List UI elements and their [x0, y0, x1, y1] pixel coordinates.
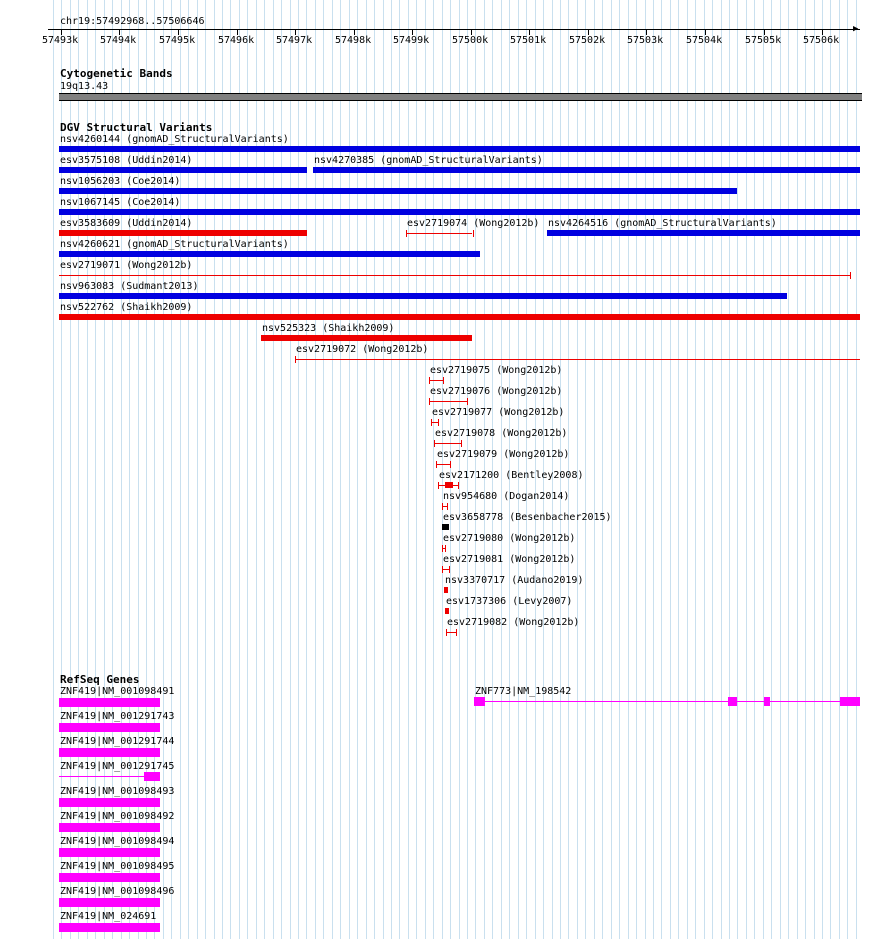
grid-line [771, 0, 772, 939]
variant-bar[interactable] [445, 608, 449, 614]
variant-label: nsv954680 (Dogan2014) [443, 491, 570, 502]
variant-end-tick [447, 503, 448, 510]
grid-line [290, 0, 291, 939]
grid-line [383, 0, 384, 939]
grid-line [315, 0, 316, 939]
gene-exon[interactable] [728, 697, 737, 706]
grid-line [636, 0, 637, 939]
variant-label: esv2719075 (Wong2012b) [430, 365, 563, 376]
variant-label: esv3583609 (Uddin2014) [60, 218, 193, 229]
grid-line [416, 0, 417, 939]
variant-end-tick [446, 629, 447, 636]
ruler-tick-label: 57504k [686, 35, 723, 46]
variant-end-tick [445, 545, 446, 552]
variant-line[interactable] [59, 275, 850, 276]
variant-end-tick [473, 230, 474, 237]
gene-exon[interactable] [59, 723, 160, 732]
ruler-tick-label: 57501k [510, 35, 547, 46]
ruler-tick-label: 57493k [42, 35, 79, 46]
ruler-tick-label: 57502k [569, 35, 606, 46]
gene-intron[interactable] [474, 701, 860, 702]
grid-line [323, 0, 324, 939]
variant-label: esv2171200 (Bentley2008) [439, 470, 584, 481]
gene-label: ZNF419|NM_001098494 [60, 836, 175, 847]
grid-line [661, 0, 662, 939]
variant-label: nsv522762 (Shaikh2009) [60, 302, 193, 313]
grid-line [670, 0, 671, 939]
variant-label: esv2719071 (Wong2012b) [60, 260, 193, 271]
ruler-arrow-icon: ▶ [853, 24, 859, 34]
variant-end-tick [461, 440, 462, 447]
variant-end-tick [442, 503, 443, 510]
variant-bar[interactable] [59, 314, 860, 320]
grid-line [306, 0, 307, 939]
ruler-tick-label: 57505k [745, 35, 782, 46]
variant-label: esv2719082 (Wong2012b) [447, 617, 580, 628]
ruler-position-label: chr19:57492968..57506646 [60, 16, 205, 27]
variant-line[interactable] [442, 569, 449, 570]
variant-inner-bar[interactable] [445, 482, 453, 488]
variant-bar[interactable] [59, 251, 480, 257]
variant-line[interactable] [446, 632, 456, 633]
variant-line[interactable] [406, 233, 472, 234]
variant-end-tick [406, 230, 407, 237]
grid-line [611, 0, 612, 939]
variant-label: nsv525323 (Shaikh2009) [262, 323, 395, 334]
cytoband-label: 19q13.43 [60, 81, 109, 92]
grid-line [408, 0, 409, 939]
gene-exon[interactable] [144, 772, 160, 781]
variant-bar[interactable] [59, 209, 860, 215]
ruler-tick-label: 57506k [803, 35, 840, 46]
cytoband-track-title: Cytogenetic Bands [60, 67, 173, 80]
variant-end-tick [850, 272, 851, 279]
gene-exon[interactable] [59, 923, 160, 932]
variant-line[interactable] [436, 464, 450, 465]
variant-end-tick [442, 545, 443, 552]
variant-bar[interactable] [59, 146, 860, 152]
refseq-track-title: RefSeq Genes [60, 673, 140, 686]
variant-bar[interactable] [261, 335, 472, 341]
gene-exon[interactable] [59, 823, 160, 832]
variant-end-tick [456, 629, 457, 636]
ruler-tick-label: 57494k [100, 35, 137, 46]
variant-bar[interactable] [59, 230, 307, 236]
grid-line [298, 0, 299, 939]
variant-bar[interactable] [59, 167, 307, 173]
grid-line [391, 0, 392, 939]
ruler-tick-label: 57503k [627, 35, 664, 46]
grid-line [721, 0, 722, 939]
variant-bar[interactable] [444, 587, 448, 593]
variant-label: esv2719079 (Wong2012b) [437, 449, 570, 460]
grid-line [729, 0, 730, 939]
grid-line [687, 0, 688, 939]
grid-line [746, 0, 747, 939]
grid-line [737, 0, 738, 939]
grid-line [53, 0, 54, 939]
grid-line [653, 0, 654, 939]
gene-exon[interactable] [474, 697, 485, 706]
grid-line [340, 0, 341, 939]
ruler-tick-label: 57496k [218, 35, 255, 46]
grid-line [814, 0, 815, 939]
grid-line [805, 0, 806, 939]
ruler-tick-label: 57498k [335, 35, 372, 46]
variant-label: nsv4270385 (gnomAD_StructuralVariants) [314, 155, 543, 166]
variant-label: esv2719081 (Wong2012b) [443, 554, 576, 565]
gene-exon[interactable] [59, 748, 160, 757]
grid-line [763, 0, 764, 939]
grid-line [425, 0, 426, 939]
variant-label: nsv4260144 (gnomAD_StructuralVariants) [60, 134, 289, 145]
grid-line [678, 0, 679, 939]
variant-end-tick [429, 377, 430, 384]
variant-label: nsv4264516 (gnomAD_StructuralVariants) [548, 218, 777, 229]
grid-line [839, 0, 840, 939]
grid-line [847, 0, 848, 939]
variant-label: nsv1056203 (Coe2014) [60, 176, 181, 187]
gene-label: ZNF419|NM_001098491 [60, 686, 175, 697]
variant-label: esv2719076 (Wong2012b) [430, 386, 563, 397]
gene-exon[interactable] [59, 873, 160, 882]
variant-label: nsv963083 (Sudmant2013) [60, 281, 199, 292]
variant-end-tick [295, 356, 296, 363]
grid-line [754, 0, 755, 939]
variant-line[interactable] [429, 380, 444, 381]
gene-exon[interactable] [764, 697, 770, 706]
variant-line[interactable] [295, 359, 860, 360]
ruler-tick-label: 57497k [276, 35, 313, 46]
gene-label: ZNF419|NM_001098493 [60, 786, 175, 797]
grid-line [695, 0, 696, 939]
grid-line [645, 0, 646, 939]
grid-line [619, 0, 620, 939]
grid-line [830, 0, 831, 939]
gene-label: ZNF419|NM_001098496 [60, 886, 175, 897]
grid-line [332, 0, 333, 939]
grid-line [712, 0, 713, 939]
variant-label: esv1737306 (Levy2007) [446, 596, 573, 607]
gene-label: ZNF773|NM_198542 [475, 686, 572, 697]
gene-label: ZNF419|NM_001098492 [60, 811, 175, 822]
variant-label: esv2719074 (Wong2012b) [407, 218, 540, 229]
gene-exon[interactable] [840, 697, 860, 706]
grid-line [704, 0, 705, 939]
variant-end-tick [450, 461, 451, 468]
variant-label: esv3575108 (Uddin2014) [60, 155, 193, 166]
grid-line [788, 0, 789, 939]
grid-line [602, 0, 603, 939]
gene-label: ZNF419|NM_001291745 [60, 761, 175, 772]
grid-line [585, 0, 586, 939]
variant-label: esv2719072 (Wong2012b) [296, 344, 429, 355]
cytoband-bar[interactable] [59, 93, 862, 101]
variant-line[interactable] [431, 422, 438, 423]
variant-bar[interactable] [442, 524, 449, 530]
grid-line [433, 0, 434, 939]
variant-end-tick [431, 419, 432, 426]
grid-line [822, 0, 823, 939]
gene-exon[interactable] [59, 898, 160, 907]
variant-label: esv2719080 (Wong2012b) [443, 533, 576, 544]
variant-line[interactable] [429, 401, 468, 402]
ruler-tick-label: 57495k [159, 35, 196, 46]
variant-end-tick [438, 419, 439, 426]
variant-end-tick [429, 398, 430, 405]
variant-end-tick [434, 440, 435, 447]
ruler-axis-line [48, 29, 860, 30]
grid-line [399, 0, 400, 939]
variant-bar[interactable] [313, 167, 860, 173]
gene-label: ZNF419|NM_001291744 [60, 736, 175, 747]
variant-label: nsv3370717 (Audano2019) [445, 575, 584, 586]
variant-end-tick [443, 377, 444, 384]
variant-label: nsv4260621 (gnomAD_StructuralVariants) [60, 239, 289, 250]
grid-line [780, 0, 781, 939]
variant-end-tick [438, 482, 439, 489]
variant-line[interactable] [434, 443, 461, 444]
grid-line [349, 0, 350, 939]
gene-exon[interactable] [59, 698, 160, 707]
variant-label: nsv1067145 (Coe2014) [60, 197, 181, 208]
variant-end-tick [458, 482, 459, 489]
ruler-tick-label: 57499k [393, 35, 430, 46]
variant-end-tick [467, 398, 468, 405]
variant-end-tick [436, 461, 437, 468]
gene-label: ZNF419|NM_001291743 [60, 711, 175, 722]
ruler-tick-label: 57500k [452, 35, 489, 46]
gene-exon[interactable] [59, 848, 160, 857]
grid-line [628, 0, 629, 939]
variant-end-tick [449, 566, 450, 573]
grid-line [357, 0, 358, 939]
gene-exon[interactable] [59, 798, 160, 807]
variant-bar[interactable] [547, 230, 860, 236]
variant-bar[interactable] [59, 293, 787, 299]
gene-label: ZNF419|NM_024691 [60, 911, 157, 922]
grid-line [374, 0, 375, 939]
gene-label: ZNF419|NM_001098495 [60, 861, 175, 872]
variant-label: esv2719078 (Wong2012b) [435, 428, 568, 439]
grid-line [856, 0, 857, 939]
grid-line [366, 0, 367, 939]
grid-line [797, 0, 798, 939]
variant-bar[interactable] [59, 188, 737, 194]
grid-line [594, 0, 595, 939]
variant-label: esv2719077 (Wong2012b) [432, 407, 565, 418]
variant-end-tick [442, 566, 443, 573]
variant-label: esv3658778 (Besenbacher2015) [443, 512, 612, 523]
dgv-track-title: DGV Structural Variants [60, 121, 213, 134]
